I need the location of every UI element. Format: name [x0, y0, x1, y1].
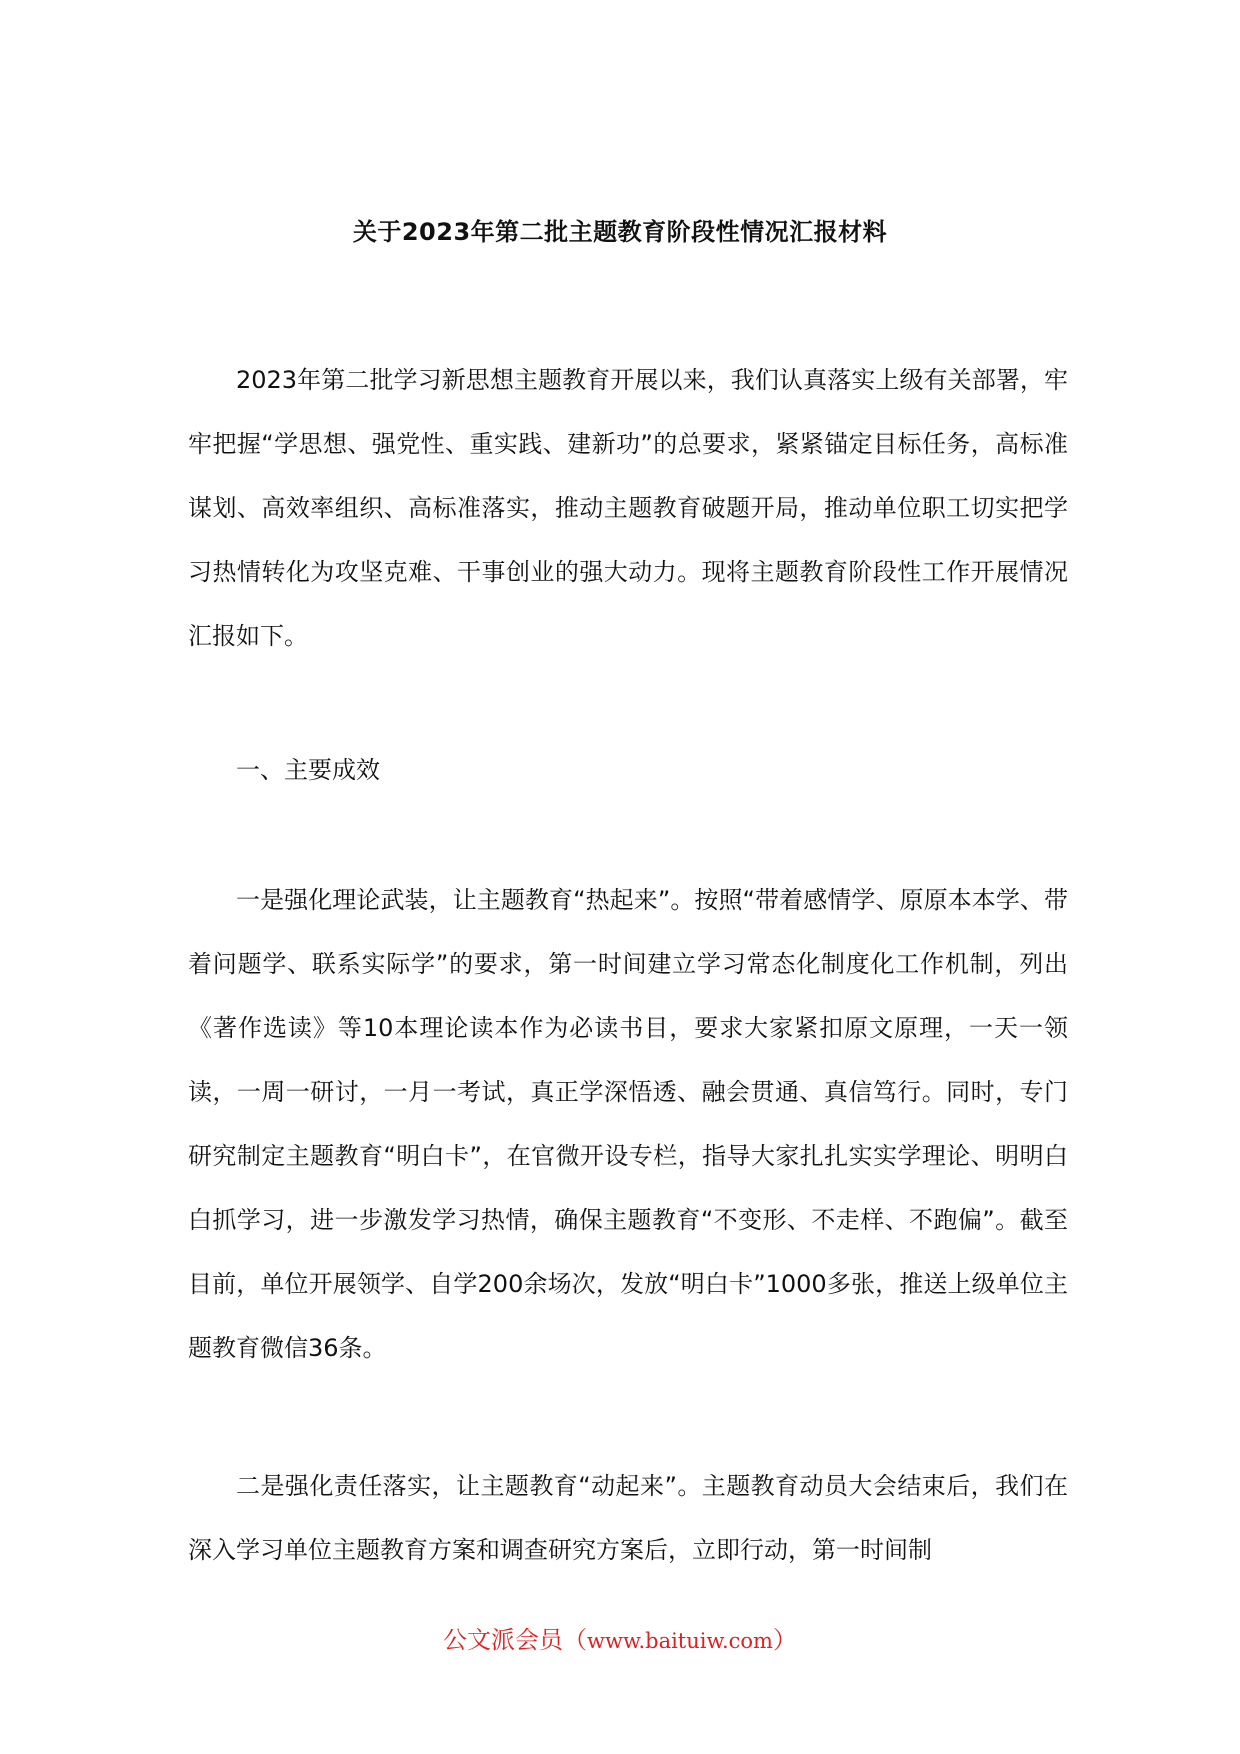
- footer-paren-close: ）: [772, 1626, 797, 1654]
- footer-paren-open: （: [563, 1626, 588, 1654]
- section-heading: 一、主要成效: [236, 756, 380, 784]
- footer-brand: 公文派会员: [443, 1626, 564, 1654]
- intro-paragraph: 2023年第二批学习新思想主题教育开展以来，我们认真落实上级有关部署，牢牢把握“学思想、强党性、重实践、建新功”的总要求，紧紧锚定目标任务，高标准谋划、高效率组织、高标准落实，推动主题教育破题开局，推动单位职工切实把学习热情转化为攻坚克难、干事创业的强大动力。现将主题教育阶段性工作开展情况汇报如下。: [188, 366, 1068, 650]
- paragraph-responsibility: 二是强化责任落实，让主题教育“动起来”。主题教育动员大会结束后，我们在深入学习单位主题教育方案和调查研究方案后，立即行动，第一时间制: [188, 1472, 1068, 1564]
- footer-watermark: [0, 1620, 1240, 1655]
- footer-url-link[interactable]: www.baituiw.com: [587, 1629, 773, 1653]
- paragraph-theory: 一是强化理论武装，让主题教育“热起来”。按照“带着感情学、原原本本学、带着问题学、联系实际学”的要求，第一时间建立学习常态化制度化工作机制，列出《著作选读》等10本理论读本作为必读书目，要求大家紧扣原文原理，一天一领读，一周一研讨，一月一考试，真正学深悟透、融会贯通、真信笃行。同时，专门研究制定主题教育“明白卡”，在官微开设专栏，指导大家扎扎实实学理论、明明白白抓学习，进一步激发学习热情，确保主题教育“不变形、不走样、不跑偏”。截至目前，单位开展领学、自学200余场次，发放“明白卡”1000多张，推送上级单位主题教育微信36条。: [188, 886, 1068, 1362]
- document-title: 关于2023年第二批主题教育阶段性情况汇报材料: [352, 218, 888, 246]
